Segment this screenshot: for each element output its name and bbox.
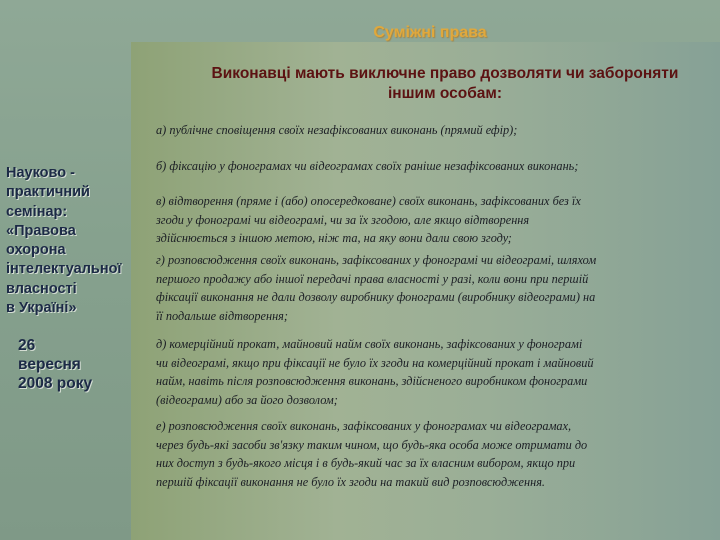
right-item-f: е) розповсюдження своїх виконань, зафіксованих у фонограмах чи відеограмах, через будь-які засоби зв'язку таким чином, що будь-яка особа може отримати до них доступ з будь-якого місця і в будь-який час за їх власним вибором, якщо при першій фіксації виконання не було їх згоди на такий вид розповсюдження. (156, 419, 588, 489)
right-item-e: д) комерційний прокат, майновий найм своїх виконань, зафіксованих у фонограмі чи відеограмі, якщо при фіксації не було їх згоди на комерційний прокат і майновий найм, навіть після розповсюдження виконань, здійсненого виробником фонограми (відеограми) або за його дозволом; (156, 337, 594, 407)
slide-title: Суміжні права (373, 24, 487, 41)
seminar-date: 26 вересня 2008 року (18, 337, 93, 392)
seminar-title: Науково - практичний семінар: «Правова охорона інтелектуальної власності в Україні» (6, 165, 122, 317)
rights-heading: Виконавці мають виключне право дозволяти чи забороняти іншим особам: (211, 65, 679, 102)
right-item-d: г) розповсюдження своїх виконань, зафіксованих у фонограмі чи відеограмі, шляхом першого продажу або іншої передачі права власності у разі, коли вони при першій фіксації виконання не дали дозволу виробнику фонограми (виробнику відеограми) на її подальше відтворення; (156, 253, 597, 323)
right-item-a: а) публічне сповіщення своїх незафіксованих виконань (прямий ефір); (156, 123, 518, 137)
right-item-b: б) фіксацію у фонограмах чи відеограмах своїх раніше незафіксованих виконань; (156, 159, 579, 173)
right-item-c: в) відтворення (пряме і (або) опосередковане) своїх виконань, зафіксованих без їх згоди у фонограмі чи відеограмі, чи за їх згодою, але якщо відтворення здійснюється з іншою метою, ніж та, на яку вони дали свою згоду; (156, 194, 581, 246)
